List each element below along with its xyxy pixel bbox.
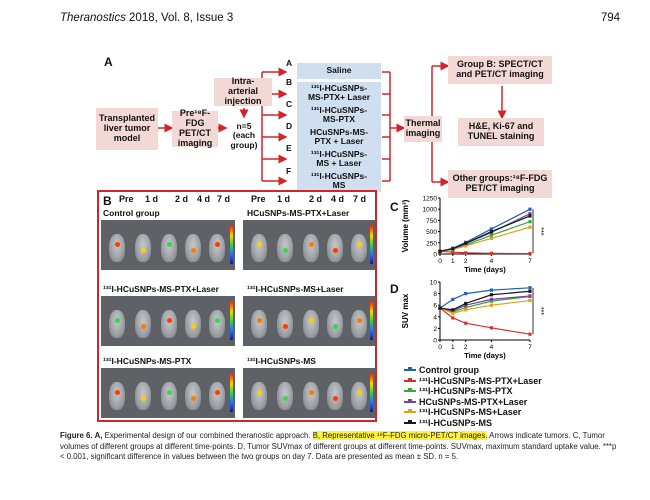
- panel-c-letter: C: [390, 200, 399, 214]
- data-point: [490, 326, 493, 329]
- uptake-spot: [283, 324, 288, 329]
- data-point: [528, 208, 531, 211]
- mouse-scan: [109, 382, 125, 410]
- mouse-scan: [351, 382, 367, 410]
- color-scale-bar: [230, 374, 233, 412]
- chart-legend: [404, 365, 542, 428]
- caption-fig: Figure 6.: [60, 431, 93, 440]
- col-2d-right: 2 d: [309, 194, 323, 204]
- x-tick-label: 0: [438, 344, 442, 351]
- panel-b-frame: [97, 190, 377, 422]
- uptake-spot: [191, 396, 196, 401]
- x-axis-label: Time (days): [464, 265, 506, 274]
- legend-swatch: [404, 369, 416, 371]
- legend-label: Control group: [419, 365, 479, 375]
- uptake-spot: [115, 318, 120, 323]
- uptake-spot: [115, 242, 120, 247]
- mouse-scan: [351, 310, 367, 338]
- uptake-spot: [283, 396, 288, 401]
- y-tick-label: 6: [433, 302, 437, 310]
- series-line: [440, 209, 530, 251]
- mouse-scan: [109, 234, 125, 262]
- y-tick-label: 1000: [422, 206, 437, 214]
- uptake-spot: [257, 242, 262, 247]
- data-point: [490, 293, 493, 296]
- transplanted-box: Transplanted liver tumor model: [96, 108, 158, 150]
- x-tick-label: 1: [451, 344, 455, 351]
- legend-item: [404, 407, 542, 418]
- figure-caption: [60, 431, 620, 463]
- color-scale-bar: [370, 302, 373, 340]
- x-tick-label: 4: [489, 258, 494, 265]
- mouse-scan: [251, 382, 267, 410]
- uptake-spot: [283, 248, 288, 253]
- data-point: [490, 304, 493, 307]
- journal-name: Theranostics: [60, 12, 126, 24]
- data-point: [464, 302, 467, 305]
- intra-arterial-box: Intra-arterial injection: [214, 78, 272, 106]
- legend-label: ¹³¹I-HCuSNPs-MS-PTX: [419, 386, 513, 396]
- data-point: [464, 251, 467, 254]
- data-point: [528, 294, 531, 297]
- uptake-spot: [191, 248, 196, 253]
- legend-item: [404, 365, 542, 376]
- mouse-scan: [109, 310, 125, 338]
- mouse-scan: [209, 310, 225, 338]
- y-tick-label: 10: [429, 279, 437, 287]
- thermal-imaging-box: Thermal imaging: [404, 116, 442, 142]
- legend-swatch: [404, 411, 416, 413]
- caption-b-highlight: B, Representative ¹⁸F-FDG micro-PET/CT images.: [312, 431, 488, 440]
- group-e-letter: E: [286, 143, 292, 153]
- col-4d-right: 4 d: [331, 194, 345, 204]
- uptake-spot: [333, 396, 338, 401]
- data-point: [438, 250, 441, 253]
- x-tick-label: 2: [463, 258, 468, 265]
- significance-label: ***: [537, 306, 544, 316]
- x-tick-label: 7: [528, 258, 532, 265]
- legend-swatch: [404, 401, 416, 403]
- y-tick-label: 1250: [422, 195, 437, 203]
- volume-chart: [398, 192, 548, 274]
- x-tick-label: 1: [451, 258, 455, 265]
- y-tick-label: 2: [433, 325, 437, 333]
- data-point: [451, 312, 454, 315]
- uptake-spot: [215, 318, 220, 323]
- legend-label: ¹³¹I-HCuSNPs-MS: [419, 417, 492, 428]
- mouse-scan: [161, 310, 177, 338]
- uptake-spot: [257, 390, 262, 395]
- data-point: [451, 247, 454, 250]
- x-tick-label: 0: [438, 258, 442, 265]
- he-staining-box: H&E, Ki-67 and TUNEL staining: [458, 118, 544, 146]
- y-axis-label: SUV max: [401, 293, 410, 329]
- data-point: [490, 298, 493, 301]
- group-b-box: ¹³¹I-HCuSNPs- MS-PTX+ Laser: [297, 82, 381, 104]
- other-groups-box: Other groups:¹⁸F-FDG PET/CT imaging: [448, 170, 552, 198]
- data-point: [464, 308, 467, 311]
- data-point: [528, 226, 531, 229]
- pet-image-control: [101, 220, 235, 270]
- mouse-scan: [161, 234, 177, 262]
- group-b-imaging-box: Group B: SPECT/CT and PET/CT imaging: [448, 56, 552, 84]
- col-4d-left: 4 d: [197, 194, 211, 204]
- uptake-spot: [141, 324, 146, 329]
- group-label-hcusnps-laser: HCuSNPs-MS-PTX+Laser: [247, 208, 350, 218]
- legend-swatch: [404, 380, 416, 382]
- data-point: [528, 333, 531, 336]
- data-point: [490, 289, 493, 292]
- mouse-scan: [303, 310, 319, 338]
- pre-imaging-box: Pre¹⁸F-FDG PET/CT imaging: [172, 111, 218, 147]
- col-7d-left: 7 d: [217, 194, 231, 204]
- group-label-131i-ptx-laser: ¹³¹I-HCuSNPs-MS-PTX+Laser: [103, 284, 219, 294]
- uptake-spot: [357, 318, 362, 323]
- y-tick-label: 500: [426, 229, 437, 237]
- group-label-control: Control group: [103, 208, 160, 218]
- pet-image-131i-ms: [243, 368, 375, 418]
- group-c-box: ¹³¹I-HCuSNPs- MS-PTX: [297, 104, 381, 126]
- data-point: [528, 286, 531, 289]
- data-point: [464, 242, 467, 245]
- mouse-scan: [161, 382, 177, 410]
- series-line: [440, 216, 530, 251]
- uptake-spot: [141, 396, 146, 401]
- y-tick-label: 750: [426, 217, 437, 225]
- mouse-scan: [351, 234, 367, 262]
- col-pre-right: Pre: [251, 194, 266, 204]
- uptake-spot: [309, 318, 314, 323]
- uptake-spot: [141, 248, 146, 253]
- data-point: [451, 308, 454, 311]
- y-tick-label: 250: [426, 240, 437, 248]
- data-point: [490, 230, 493, 233]
- color-scale-bar: [230, 302, 233, 340]
- x-tick-label: 7: [528, 344, 532, 351]
- uptake-spot: [357, 242, 362, 247]
- legend-label: ¹³¹I-HCuSNPs-MS-PTX+Laser: [419, 375, 542, 386]
- legend-label: ¹³¹I-HCuSNPs-MS+Laser: [419, 407, 522, 417]
- caption-a: A,: [94, 431, 103, 440]
- legend-item: [404, 418, 542, 429]
- pet-image-131i-ptx: [101, 368, 235, 418]
- color-scale-bar: [370, 226, 373, 264]
- caption-a-text: Experimental design of our combined theranostic approach.: [102, 431, 313, 440]
- legend-item: [404, 376, 542, 387]
- uptake-spot: [257, 318, 262, 323]
- uptake-spot: [309, 390, 314, 395]
- col-2d-left: 2 d: [175, 194, 189, 204]
- y-tick-label: 0: [433, 337, 437, 345]
- uptake-spot: [357, 390, 362, 395]
- uptake-spot: [167, 390, 172, 395]
- data-point: [451, 316, 454, 319]
- group-label-131i-ms: ¹³¹I-HCuSNPs-MS: [247, 356, 316, 366]
- data-point: [464, 322, 467, 325]
- data-point: [528, 220, 531, 223]
- group-d-letter: D: [286, 121, 293, 131]
- caption-rest: Arrows indicate tumors. C, Tumor volumes of different groups at different time-points. D, Tumor SUVmax of different groups at different time-points. SUVmax, maximum standard uptake value. ***p < 0.001, significant difference in values between the two groups on day 7. Data are presented as mean ± SD. n = 5.: [60, 431, 617, 461]
- col-7d-right: 7 d: [353, 194, 367, 204]
- data-point: [464, 292, 467, 295]
- col-1d-left: 1 d: [145, 194, 159, 204]
- group-d-box: HCuSNPs-MS- PTX + Laser: [297, 126, 381, 148]
- uptake-spot: [309, 242, 314, 247]
- legend-item: [404, 386, 542, 397]
- y-axis-label: Volume (mm³): [401, 199, 410, 253]
- mouse-scan: [303, 234, 319, 262]
- col-pre-left: Pre: [119, 194, 134, 204]
- group-e-box: ¹³¹I-HCuSNPs- MS + Laser: [297, 148, 381, 170]
- mouse-scan: [251, 234, 267, 262]
- pet-image-131i-ms-laser: [243, 296, 375, 346]
- uptake-spot: [167, 242, 172, 247]
- group-f-letter: F: [286, 166, 292, 176]
- color-scale-bar: [230, 226, 233, 264]
- legend-swatch: [404, 390, 416, 392]
- legend-label: HCuSNPs-MS-PTX+Laser: [419, 396, 528, 407]
- journal-issue: 2018, Vol. 8, Issue 3: [125, 12, 234, 24]
- panel-d-letter: D: [390, 282, 399, 296]
- group-a-letter: A: [286, 58, 293, 68]
- panel-a-letter: A: [104, 55, 113, 69]
- data-point: [490, 252, 493, 255]
- col-1d-right: 1 d: [277, 194, 291, 204]
- data-point: [528, 299, 531, 302]
- uptake-spot: [215, 242, 220, 247]
- uptake-spot: [115, 390, 120, 395]
- uptake-spot: [167, 318, 172, 323]
- pet-image-131i-ptx-laser: [101, 296, 235, 346]
- mouse-scan: [251, 310, 267, 338]
- data-point: [528, 252, 531, 255]
- n5-label: n=5 (each group): [230, 120, 258, 150]
- group-c-letter: C: [286, 99, 293, 109]
- uptake-spot: [333, 324, 338, 329]
- suv-chart: [398, 276, 548, 360]
- data-point: [490, 237, 493, 240]
- uptake-spot: [333, 248, 338, 253]
- group-f-box: ¹³¹I-HCuSNPs- MS: [297, 170, 381, 192]
- x-tick-label: 4: [489, 344, 494, 351]
- mouse-scan: [303, 382, 319, 410]
- group-label-131i-ms-laser: ¹³¹I-HCuSNPs-MS+Laser: [247, 284, 344, 294]
- group-label-131i-ptx: ¹³¹I-HCuSNPs-MS-PTX: [103, 356, 192, 366]
- data-point: [438, 307, 441, 310]
- y-tick-label: 4: [433, 314, 437, 322]
- legend-swatch: [404, 422, 416, 424]
- legend-item: [404, 397, 542, 408]
- pet-image-hcusnps-laser: [243, 220, 375, 270]
- group-a-box: Saline: [297, 63, 381, 79]
- data-point: [528, 214, 531, 217]
- x-axis-label: Time (days): [464, 351, 506, 360]
- data-point: [528, 290, 531, 293]
- x-tick-label: 2: [463, 344, 468, 351]
- significance-label: ***: [537, 227, 544, 236]
- data-point: [451, 298, 454, 301]
- panel-b-letter: B: [103, 194, 112, 208]
- y-tick-label: 8: [433, 291, 437, 299]
- page-number: 794: [600, 12, 620, 24]
- mouse-scan: [209, 234, 225, 262]
- uptake-spot: [215, 390, 220, 395]
- color-scale-bar: [370, 374, 373, 412]
- uptake-spot: [191, 324, 196, 329]
- y-tick-label: 0: [433, 251, 437, 259]
- mouse-scan: [209, 382, 225, 410]
- group-b-letter: B: [286, 77, 293, 87]
